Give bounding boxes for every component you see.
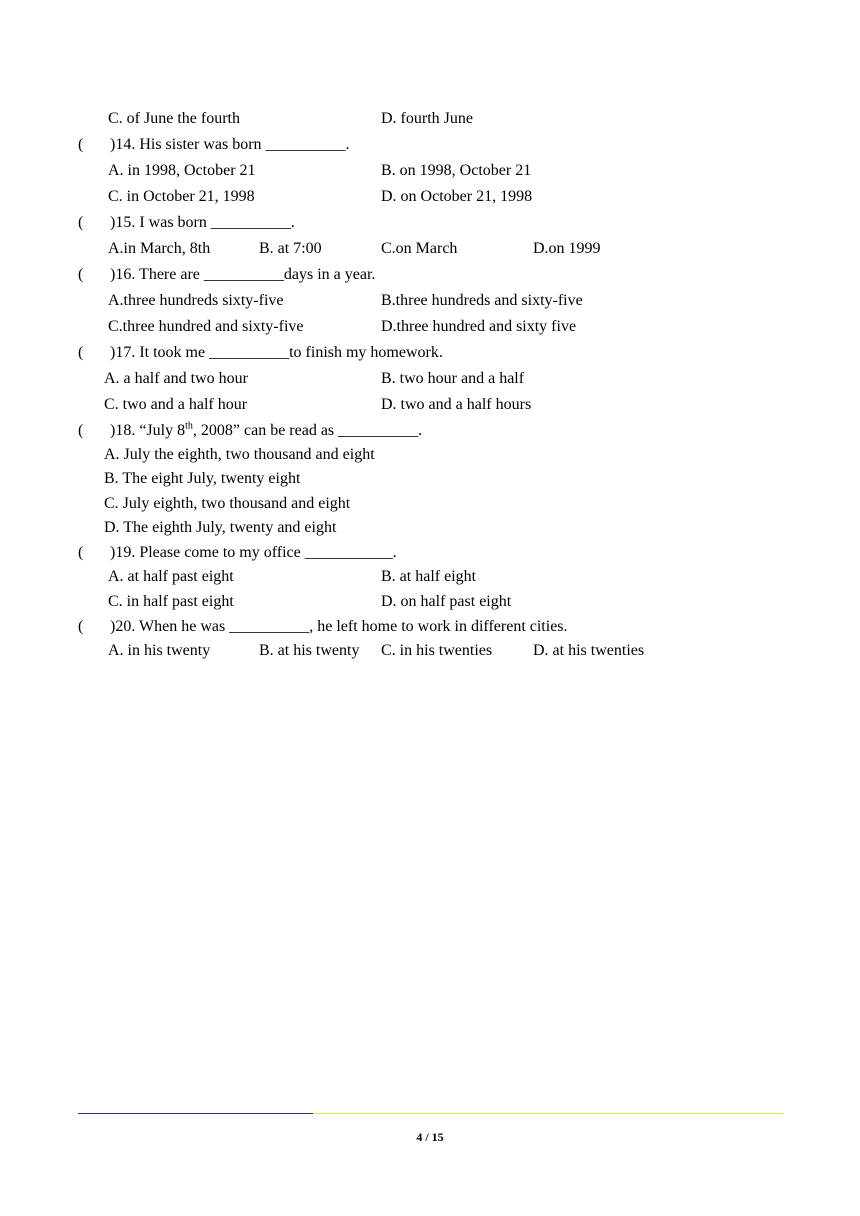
q18-option-a: A. July the eighth, two thousand and eight bbox=[104, 446, 375, 463]
q13-option-d: D. fourth June bbox=[381, 110, 473, 127]
q14-option-d: D. on October 21, 1998 bbox=[381, 188, 533, 205]
q16-option-d: D.three hundred and sixty five bbox=[381, 318, 577, 335]
ordinal-suffix: th bbox=[185, 420, 193, 432]
answer-paren: ( bbox=[78, 618, 84, 635]
q18-option-c: C. July eighth, two thousand and eight bbox=[104, 495, 351, 512]
q20-option-b: B. at his twenty bbox=[259, 642, 360, 659]
q20-option-c: C. in his twenties bbox=[381, 642, 493, 659]
question-stem: )16. There are __________days in a year. bbox=[110, 266, 376, 283]
q19-option-d: D. on half past eight bbox=[381, 593, 512, 610]
q19-option-b: B. at half eight bbox=[381, 568, 477, 585]
q17-option-b: B. two hour and a half bbox=[381, 370, 525, 387]
question-stem bbox=[110, 421, 422, 441]
answer-paren: ( bbox=[78, 544, 84, 561]
q16-option-c: C.three hundred and sixty-five bbox=[108, 318, 304, 335]
answer-paren: ( bbox=[78, 266, 84, 283]
page-number: 4 / 15 bbox=[416, 1130, 444, 1144]
q20-option-d: D. at his twenties bbox=[533, 642, 645, 659]
answer-paren: ( bbox=[78, 136, 84, 153]
footer-rule-left bbox=[78, 1113, 313, 1114]
q17-option-c: C. two and a half hour bbox=[104, 396, 248, 413]
q18-option-d: D. The eighth July, twenty and eight bbox=[104, 519, 337, 536]
q14-option-c: C. in October 21, 1998 bbox=[108, 188, 255, 205]
q14-option-b: B. on 1998, October 21 bbox=[381, 162, 532, 179]
q15-option-b: B. at 7:00 bbox=[259, 240, 322, 257]
q14-option-a: A. in 1998, October 21 bbox=[108, 162, 256, 179]
stem-part: , 2008” can be read as __________. bbox=[192, 422, 423, 439]
q18-option-b: B. The eight July, twenty eight bbox=[104, 470, 301, 487]
question-stem: )15. I was born __________. bbox=[110, 214, 295, 231]
footer-rule-right bbox=[313, 1113, 783, 1114]
stem-part: )18. “July 8 bbox=[110, 422, 186, 439]
answer-paren: ( bbox=[78, 422, 84, 439]
q17-option-d: D. two and a half hours bbox=[381, 396, 532, 413]
q19-option-a: A. at half past eight bbox=[108, 568, 234, 585]
q13-option-c: C. of June the fourth bbox=[108, 110, 240, 127]
question-stem: )19. Please come to my office ___________. bbox=[110, 544, 397, 561]
question-stem: )14. His sister was born __________. bbox=[110, 136, 350, 153]
question-stem: )17. It took me __________to finish my homework. bbox=[110, 344, 443, 361]
q19-option-c: C. in half past eight bbox=[108, 593, 234, 610]
question-stem: )20. When he was __________, he left home to work in different cities. bbox=[110, 618, 568, 635]
q20-option-a: A. in his twenty bbox=[108, 642, 211, 659]
q15-option-c: C.on March bbox=[381, 240, 458, 257]
answer-paren: ( bbox=[78, 214, 84, 231]
q16-option-a: A.three hundreds sixty-five bbox=[108, 292, 284, 309]
q17-option-a: A. a half and two hour bbox=[104, 370, 248, 387]
q15-option-a: A.in March, 8th bbox=[108, 240, 211, 257]
q16-option-b: B.three hundreds and sixty-five bbox=[381, 292, 583, 309]
q15-option-d: D.on 1999 bbox=[533, 240, 601, 257]
answer-paren: ( bbox=[78, 344, 84, 361]
